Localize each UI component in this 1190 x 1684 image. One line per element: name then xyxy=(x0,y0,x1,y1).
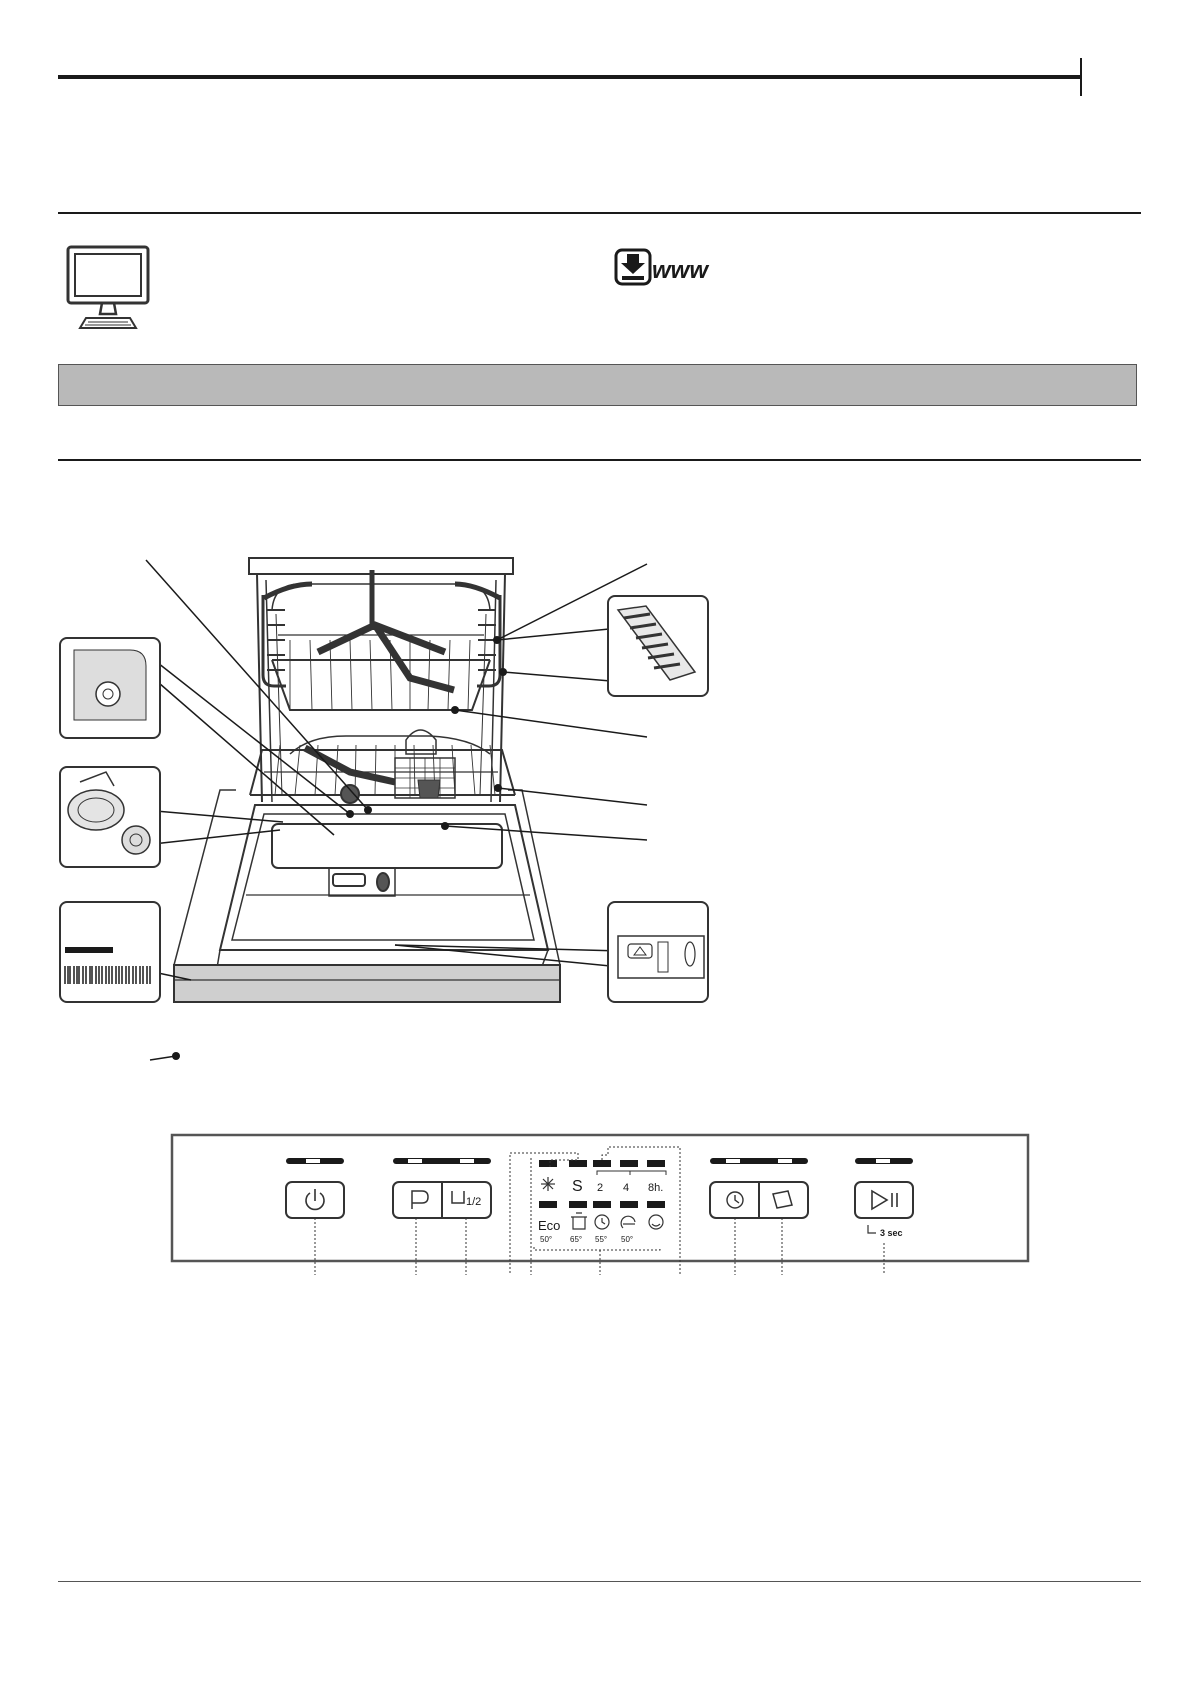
eco-icon: Eco xyxy=(538,1218,561,1233)
delay-button[interactable] xyxy=(710,1182,808,1218)
control-panel xyxy=(160,1125,1040,1285)
door-panel xyxy=(174,965,560,1002)
worktop xyxy=(249,558,513,574)
footer-rule xyxy=(58,1581,1141,1582)
delay-2h: 2 xyxy=(597,1182,604,1194)
header-rule-tick xyxy=(1080,58,1082,96)
download-www-icon xyxy=(614,248,710,288)
upper-basket xyxy=(263,570,500,710)
section-rule-1 xyxy=(58,212,1141,214)
dishwasher-diagram xyxy=(50,540,730,1070)
callout-rating-plate xyxy=(60,902,160,1002)
header-rule xyxy=(58,75,1081,79)
power-button[interactable] xyxy=(286,1182,344,1218)
callout-filter xyxy=(60,638,160,738)
svg-text:www: www xyxy=(652,257,709,284)
callout-salt xyxy=(60,767,160,867)
callout-dispenser xyxy=(608,902,708,1002)
svg-text:50°: 50° xyxy=(540,1235,553,1244)
salt-indicator: S xyxy=(572,1178,583,1195)
svg-text:55°: 55° xyxy=(595,1235,608,1244)
svg-text:50°: 50° xyxy=(621,1235,634,1244)
tub-outline xyxy=(257,574,505,802)
start-pause-button[interactable] xyxy=(855,1182,913,1218)
delay-4h: 4 xyxy=(623,1182,630,1194)
delay-8h: 8h. xyxy=(648,1182,664,1194)
rinse-aid-icon xyxy=(541,1177,555,1191)
callout-cup-shelf xyxy=(608,596,708,696)
svg-text:65°: 65° xyxy=(570,1235,583,1244)
detergent-dispenser xyxy=(329,868,395,896)
section-header-band xyxy=(58,364,1137,406)
computer-monitor-icon xyxy=(62,244,154,332)
hold-label: 3 sec xyxy=(880,1228,903,1238)
svg-text:1/2: 1/2 xyxy=(466,1196,482,1208)
section-rule-2 xyxy=(58,459,1141,461)
